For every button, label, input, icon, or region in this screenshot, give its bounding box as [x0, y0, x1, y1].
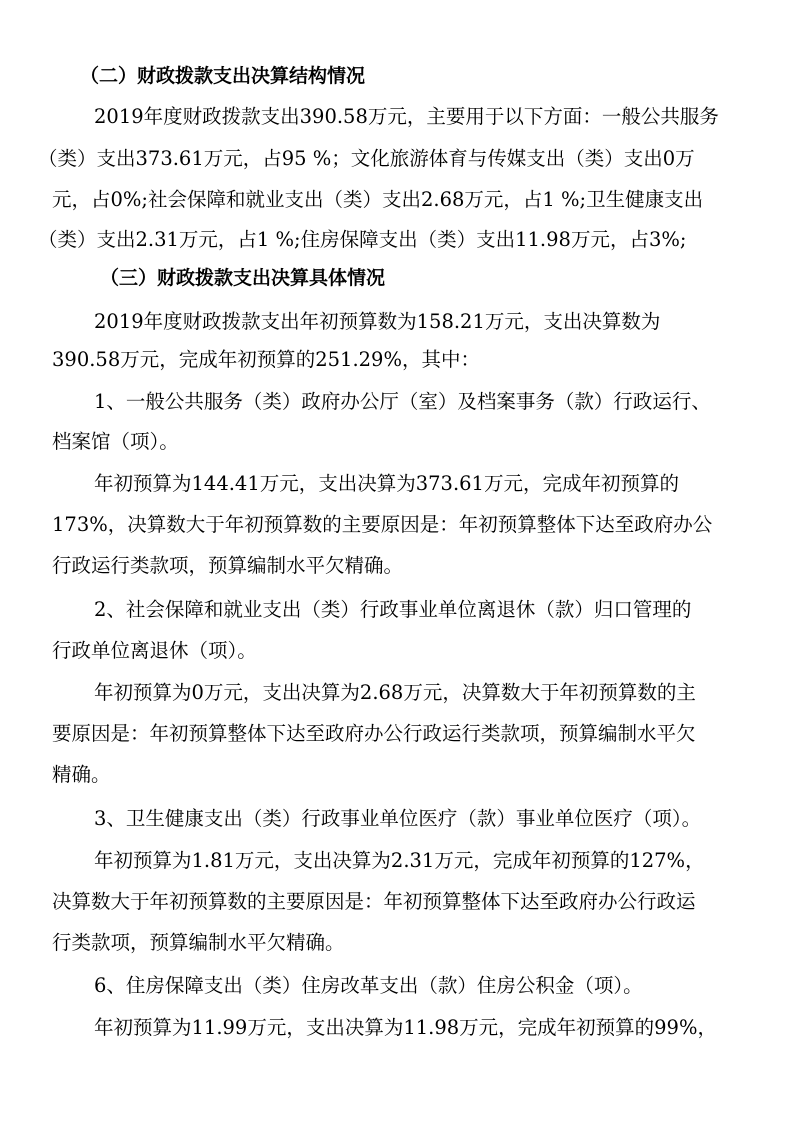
paragraph-line: 要原因是：年初预算整体下达至政府办公行政运行类款项，预算编制水平欠 [52, 722, 696, 745]
paragraph-line: 年初预算为1.81万元，支出决算为2.31万元，完成年初预算的127%， [94, 849, 705, 872]
item-title-line: 1、一般公共服务（类）政府办公厅（室）及档案事务（款）行政运行、 [94, 390, 711, 413]
item-title-line: 2、社会保障和就业支出（类）行政事业单位离退休（款）归口管理的 [94, 598, 692, 621]
section-heading-2: （二）财政拨款支出决算结构情况 [80, 65, 366, 87]
item-title-line: 3、卫生健康支出（类）行政事业单位医疗（款）事业单位医疗（项）。 [94, 807, 702, 830]
paragraph-line: 年初预算为11.99万元，支出决算为11.98万元，完成年初预算的99%， [94, 1016, 717, 1039]
paragraph-line: （类）支出2.31万元，占1 %;住房保障支出（类）支出11.98万元，占3%; [38, 228, 687, 251]
paragraph-line: 年初预算为144.41万元，支出决算为373.61万元，完成年初预算的 [94, 472, 679, 495]
paragraph-line: 2019年度财政拨款支出390.58万元，主要用于以下方面：一般公共服务 [94, 105, 719, 128]
item-title-line: 行政单位离退休（项）。 [52, 639, 257, 662]
section-heading-3: （三）财政拨款支出决算具体情况 [100, 267, 386, 289]
paragraph-line: 年初预算为0万元，支出决算为2.68万元，决算数大于年初预算数的主 [94, 681, 696, 704]
paragraph-line: 行政运行类款项，预算编制水平欠精确。 [52, 554, 404, 577]
item-title-line: 6、住房保障支出（类）住房改革支出（款）住房公积金（项）。 [94, 974, 643, 997]
paragraph-line: 元，占0%;社会保障和就业支出（类）支出2.68万元，占1 %;卫生健康支出 [52, 188, 704, 211]
paragraph-line: 390.58万元，完成年初预算的251.29%，其中： [52, 348, 480, 371]
paragraph-line: 行类款项，预算编制水平欠精确。 [52, 931, 345, 954]
item-title-line: 档案馆（项）。 [52, 430, 179, 453]
paragraph-line: 2019年度财政拨款支出年初预算数为158.21万元，支出决算数为 [94, 310, 661, 333]
paragraph-line: 决算数大于年初预算数的主要原因是：年初预算整体下达至政府办公行政运 [52, 890, 696, 913]
paragraph-line: 173%，决算数大于年初预算数的主要原因是：年初预算整体下达至政府办公 [52, 513, 713, 536]
paragraph-line: 精确。 [52, 763, 111, 786]
paragraph-line: （类）支出373.61万元，占95 %；文化旅游体育与传媒支出（类）支出0万 [38, 147, 695, 170]
